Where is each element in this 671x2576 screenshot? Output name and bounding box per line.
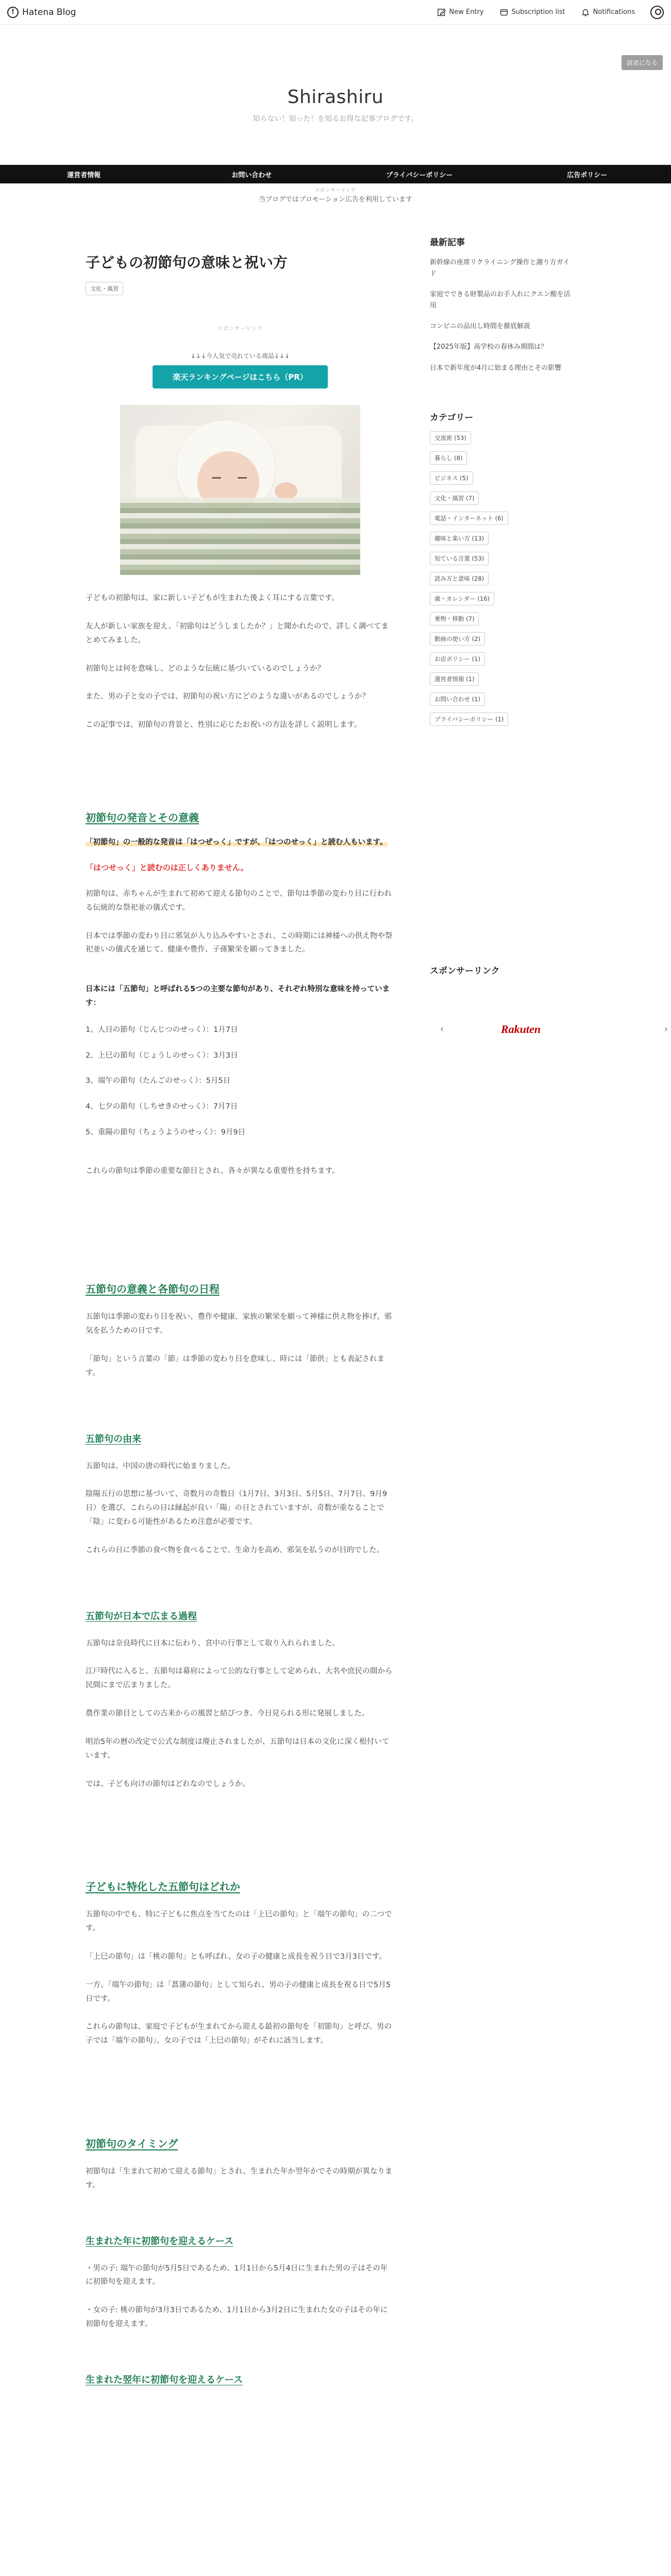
recent-post-link[interactable]: 日本で新年度が4月に始まる理由とその影響 [430, 364, 562, 372]
ad-label: スポンサーリンク [217, 326, 263, 332]
hero-image-sleeping-baby [120, 405, 360, 575]
subscription-icon [499, 8, 509, 17]
paragraph: これらの節句は季節の重要な節目とされ、各々が異なる重要性を持ちます。 [86, 1166, 340, 1175]
recent-posts-heading: 最新記事 [430, 238, 465, 248]
hatena-logo-text: Hatena Blog [22, 7, 76, 18]
list-item: 3、端午の節句（たんごのせっく）：5月5日 [86, 1077, 231, 1086]
rakuten-ranking-button[interactable]: 楽天ランキングページはこちら（PR） [153, 365, 328, 388]
section-heading-origin: 五節句の由来 [86, 1433, 141, 1445]
intro-paragraph: この記事では、初節句の背景と、性別に応じたお祝いの方法を詳しく説明します。 [86, 721, 362, 730]
section-heading-timing: 初節句のタイミング [86, 2138, 178, 2150]
paragraph: 五節句は奈良時代に日本に伝わり、宮中の行事として取り入れられました。 [86, 1639, 340, 1648]
paragraph: これらの日に季節の食べ物を食べることで、生命力を高め、邪気を払うのが目的でした。 [86, 1546, 384, 1554]
category-chip[interactable]: 運営者情報 (1) [430, 672, 479, 686]
article [86, 252, 395, 2386]
chevron-right-icon[interactable]: › [664, 1024, 668, 1035]
paragraph: 日本では季節の変わり目に邪気が入り込みやすいとされ、この時期には神様への供え物や祭祀並いの儀式を通じて、健康や豊作、子孫繁栄を願ってきました。 [86, 931, 393, 954]
category-chip[interactable]: プライバシーポリシー (1) [430, 713, 508, 726]
list-item: 2、上巳の節句（じょうしのせっく）：3月3日 [86, 1051, 238, 1060]
warning-note: 「はつせっく」と読むのは正しくありません。 [86, 862, 248, 872]
nav-contact[interactable]: お問い合わせ [231, 171, 272, 179]
notifications-button[interactable]: Notifications [581, 8, 635, 17]
blog-title[interactable]: Shirashiru [287, 87, 384, 108]
promotion-notice: 当ブログではプロモーション広告を利用しています [259, 196, 412, 204]
intro-paragraph: 子どもの初節句は、家に新しい子どもが生まれた後よく耳にする言葉です。 [86, 594, 339, 603]
sponsor-heading: スポンサーリンク [430, 966, 500, 976]
recent-post-link[interactable]: 家庭でできる財製品のお手入れにクエン酸を活用 [430, 291, 571, 310]
blog-description: 知らない！知った！を知るお得な記事ブログです。 [253, 115, 418, 123]
category-chip[interactable]: 乗物・移動 (7) [430, 612, 479, 625]
category-chip[interactable]: 読み方と意味 (28) [430, 572, 489, 585]
recent-post-link[interactable]: コンビニの品出し時間を徹底解説 [430, 323, 531, 331]
ranking-teaser: ↓↓↓今人気で売れている商品↓↓↓ [190, 352, 290, 360]
sidebar-sponsor [430, 963, 671, 1074]
paragraph: 江戸時代に入ると、五節句は幕府によって公的な行事として定められ、大名や庶民の間から民間にまで広まりました。 [86, 1667, 393, 1690]
nav-ad-policy[interactable]: 広告ポリシー [567, 171, 608, 179]
hatena-logo[interactable] [7, 7, 76, 18]
user-avatar-icon[interactable] [650, 6, 664, 19]
category-chip[interactable]: 交流術 (53) [430, 431, 471, 445]
subscription-list-button[interactable]: Subscription list [499, 8, 565, 17]
categories-heading: カテゴリー [430, 412, 474, 423]
gosekku-intro: 日本には「五節句」と呼ばれる5つの主要な節句があり、それぞれ特別な意味を持っています： [86, 985, 390, 1007]
nav-operator-info[interactable]: 運営者情報 [67, 171, 101, 179]
new-entry-button[interactable]: New Entry [437, 8, 484, 17]
chevron-left-icon[interactable]: ‹ [440, 1024, 444, 1035]
category-tag[interactable]: 文化・風習 [86, 282, 123, 295]
section-heading-next-year: 生まれた翌年に初節句を迎えるケース [86, 2374, 243, 2385]
category-list [430, 431, 574, 726]
paragraph: 五節句の中でも、特に子どもに焦点を当てたのは「上巳の節句」と「端午の節句」の二つです。 [86, 1910, 392, 1933]
category-chip[interactable]: ビジネス (5) [430, 471, 473, 485]
category-chip[interactable]: 暮らし (8) [430, 451, 467, 465]
rakuten-ad-carousel[interactable] [430, 992, 671, 1074]
recent-posts-list [430, 257, 574, 374]
rakuten-logo: Rakuten [501, 1023, 541, 1036]
paragraph: ・女の子: 桃の節句が3月3日であるため、1月1日から3月2日に生まれた女の子はその年に初節句を迎えます。 [86, 2306, 388, 2329]
category-chip[interactable]: 電話・インターネット (6) [430, 512, 508, 525]
blog-header [0, 25, 671, 164]
category-chip[interactable]: 動画の使い方 (2) [430, 632, 485, 646]
paragraph: 「節句」という言葉の「節」は季節の変わり目を意味し、時には「節供」とも表記されます。 [86, 1354, 384, 1377]
paragraph: 初節句は「生まれて初めて迎える節句」とされ、生まれた年か翌年かでその時期が異なります。 [86, 2167, 393, 2190]
hatena-logo-icon: ! [7, 7, 19, 18]
paragraph: 「上巳の節句」は「桃の節句」とも呼ばれ、女の子の健康と成長を祝う日で3月3日です。 [86, 1952, 387, 1961]
category-chip[interactable]: 知ている言葉 (53) [430, 552, 489, 565]
list-item: 4、七夕の節句（しちせきのせっく）：7月7日 [86, 1103, 238, 1111]
intro-paragraph: また、男の子と女の子では、初節句の祝い方にどのような違いがあるのでしょうか？ [86, 692, 370, 701]
paragraph: 初節句は、赤ちゃんが生まれて初めて迎える節句のことで、節句は季節の変わり目に行われる伝統的な祭祀並の儀式です。 [86, 889, 392, 912]
paragraph: 五節句は、中国の唐の時代に始まりました。 [86, 1462, 235, 1470]
hatena-actions [437, 6, 664, 19]
subscribe-reader-button[interactable]: 読者になる [622, 55, 663, 70]
section-heading-birth-year: 生まれた年に初節句を迎えるケース [86, 2235, 234, 2247]
paragraph: 明治5年の暦の改定で公式な制度は廃止されましたが、五節句は日本の文化に深く根付いています。 [86, 1737, 390, 1760]
category-chip[interactable]: 趣味と楽い方 (13) [430, 532, 489, 545]
paragraph: 農作業の節目としての古来からの風習と結びつき、今日見られる形に発展しました。 [86, 1709, 370, 1718]
intro-section [86, 591, 395, 732]
paragraph: 五節句は季節の変わり目を祝い、豊作や健康、家族の繁栄を願って神様に供え物を捧げ、邪気を払うための日です。 [86, 1313, 392, 1335]
paragraph: 一方、「端午の節句」は「菖蒲の節句」として知られ、男の子の健康と成長を祝る日で5月5日です。 [86, 1980, 391, 2003]
list-item: 5、重陽の節句（ちょうようのせっく）：9月9日 [86, 1128, 246, 1137]
section-heading-pronunciation: 初節句の発音とその意義 [86, 811, 199, 824]
category-chip[interactable]: 文化・風習 (7) [430, 492, 479, 505]
entry-categories [86, 282, 395, 295]
hatena-top-bar [0, 0, 671, 25]
paragraph: 陰陽五行の思想に基づいて、奇数月の奇数日（1月7日、3月3日、5月5日、7月7日、9月9日）を選び、これらの日は縁起が良い「陽」の日とされていますが、奇数が重なることで「陰」に変わる可能性があるため注意が必要です。 [86, 1490, 387, 1526]
pencil-icon [437, 8, 446, 17]
global-nav [0, 165, 671, 183]
recent-post-link[interactable]: 【2025年版】高学校の春休み期間は？ [430, 343, 548, 351]
paragraph: ・男の子: 端午の節句が5月5日であるため、1月1日から5月4日に生まれた男の子はその年に初節句を迎えます。 [86, 2264, 388, 2286]
nav-privacy-policy[interactable]: プライバシーポリシー [386, 171, 453, 179]
list-item: 1、人日の節句（じんじつのせっく）：1月7日 [86, 1025, 238, 1034]
section-heading-children: 子どもに特化した五節句はどれか [86, 1880, 240, 1893]
entry-title[interactable]: 子どもの初節句の意味と祝い方 [86, 254, 288, 271]
recent-post-link[interactable]: 新幹線の座席リクライニング操作と謝り方ガイド [430, 259, 570, 278]
category-chip[interactable]: お問い合わせ (1) [430, 692, 485, 706]
section-heading-meaning-schedule: 五節句の意義と各節句の日程 [86, 1283, 220, 1296]
section-heading-spread-japan: 五節句が日本で広まる過程 [86, 1611, 197, 1622]
category-chip[interactable]: 歳・カレンダー (16) [430, 592, 494, 605]
paragraph: これらの節句は、家庭で子どもが生まれてから迎える最初の節句を「初節句」と呼び、男の子では「端午の節句」、女の子では「上巳の節句」がそれに該当します。 [86, 2023, 392, 2045]
paragraph: では、子ども向けの節句はどれなのでしょうか。 [86, 1780, 250, 1788]
highlight-note: 「初節句」の一般的な発音は「はつぜっく」ですが、「はつのせっく」と読む人もいます。 [86, 838, 388, 847]
sidebar [430, 235, 574, 726]
category-chip[interactable]: お店ポリシー (1) [430, 652, 485, 666]
sponsor-label: スポンサーリンク [315, 188, 356, 193]
bell-icon [581, 8, 590, 17]
intro-paragraph: 友人が新しい家族を迎え、「初節句はどうしましたか？」と聞かれたので、詳しく調べてまとめてみました。 [86, 622, 389, 645]
intro-paragraph: 初節句とは何を意味し、どのような伝統に基づいているのでしょうか？ [86, 664, 325, 673]
